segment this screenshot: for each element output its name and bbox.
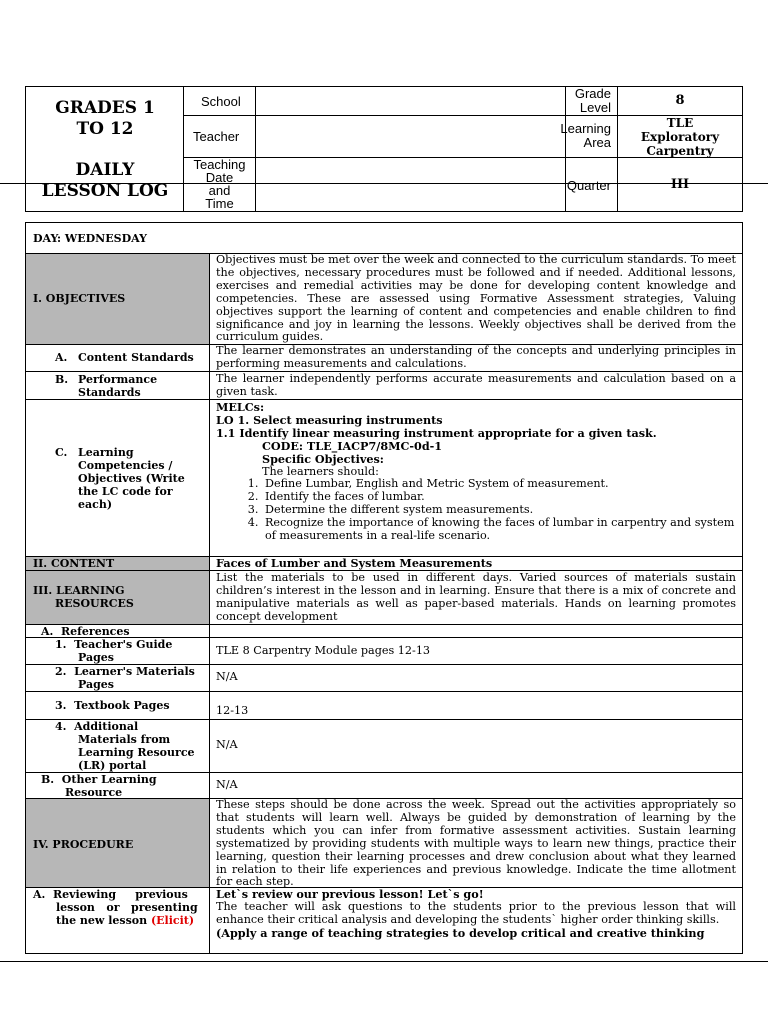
content-text: Faces of Lumber and System Measurements xyxy=(216,556,493,570)
procedure-text: These steps should be done across the week. Spread out the activities appropriately so that students will learn well. Always be guided by demonstration of learning by the students which you can infer from formative assessment activities. Sustain learning systematized by providing students with multiple ways to learn new things, practice their learning, question their learning processes and drew conclusion about what they learned in relation to their life experiences and previous knowledge. Indicate the time allotment for each step. xyxy=(216,798,736,889)
competencies-letter: C. xyxy=(55,446,68,459)
teaching-date-field[interactable] xyxy=(260,177,560,193)
grade-label-line: Grade xyxy=(574,86,611,101)
list-item: 4. Recognize the importance of knowing the faces of lumbar in carpentry and system of measurements in a real-life scenario. xyxy=(262,517,736,543)
school-label: School xyxy=(201,94,241,109)
performance-standards-text: The learner independently performs accurate measurements and calculation based on a given task. xyxy=(216,372,736,398)
area-value-line: TLE xyxy=(666,116,694,130)
reviewing-strategy: (Apply a range of teaching strategies to develop critical and creative thinking xyxy=(216,925,705,940)
learners-materials-label-line: 2. Learner's Materials xyxy=(55,665,195,678)
content-label: II. CONTENT xyxy=(33,557,115,570)
lesson-log-header xyxy=(25,86,743,212)
references-row xyxy=(26,624,742,637)
reviewing-label-text: the new lesson xyxy=(56,914,148,927)
additional-materials-label-line: Learning Resource xyxy=(78,746,195,759)
competencies-label-cell xyxy=(26,400,210,556)
content-label-cell xyxy=(26,557,210,570)
learning-resources-row xyxy=(26,570,742,624)
grade-level-value: 8 xyxy=(675,93,685,108)
lesson-log-table xyxy=(25,222,743,954)
competencies-label-line: Objectives (Write xyxy=(78,472,185,485)
objectives-row xyxy=(26,253,742,344)
teachers-guide-label-cell xyxy=(26,638,210,664)
learning-resources-label-cell xyxy=(26,571,210,624)
title-line: LESSON LOG xyxy=(41,181,169,201)
title-line: GRADES 1 xyxy=(55,98,155,118)
teachers-guide-label-line: Pages xyxy=(78,651,114,664)
date-label-line: Time xyxy=(205,196,234,211)
learning-resources-label-line: III. LEARNING xyxy=(33,584,125,597)
teachers-guide-value: TLE 8 Carpentry Module pages 12-13 xyxy=(216,644,431,657)
textbook-pages-value: 12-13 xyxy=(216,704,249,717)
teacher-field[interactable] xyxy=(260,129,560,145)
procedure-label: IV. PROCEDURE xyxy=(33,838,134,851)
date-label-line: and xyxy=(208,183,231,198)
content-row xyxy=(26,556,742,570)
textbook-pages-label: 3. Textbook Pages xyxy=(55,699,170,712)
performance-standards-label-line: Standards xyxy=(78,386,141,399)
objectives-label-cell xyxy=(26,254,210,344)
date-label-line: Date xyxy=(205,170,234,185)
learners-should: The learners should: xyxy=(262,464,379,478)
area-label-line: Area xyxy=(583,135,611,150)
competencies-row xyxy=(26,399,742,556)
procedure-row xyxy=(26,798,742,887)
lc-code: CODE: TLE_IACP7/8MC-0d-1 xyxy=(262,438,443,453)
reviewing-label-line: A. Reviewing previous xyxy=(33,888,188,901)
additional-materials-row xyxy=(26,719,742,772)
reviewing-heading: Let`s review our previous lesson! Let`s go! xyxy=(216,887,484,901)
teaching-date-label xyxy=(184,158,255,210)
title-line: TO 12 xyxy=(76,119,134,139)
reviewing-text: The teacher will ask questions to the students prior to the previous lesson that will enhance their critical analysis and developing the students` higher order thinking skills. xyxy=(216,899,736,926)
learning-area-value xyxy=(618,116,742,158)
content-standards-text: The learner demonstrates an understanding of the concepts and underlying principles in performing measurements and calculations. xyxy=(216,344,736,370)
competencies-content xyxy=(211,400,742,556)
content-standards-row xyxy=(26,344,742,371)
other-resource-label-cell xyxy=(26,773,210,798)
other-resource-label-line: B. Other Learning xyxy=(41,773,157,786)
list-item: 3. Determine the different system measurements. xyxy=(262,504,736,517)
header-title xyxy=(26,87,184,211)
other-resource-row xyxy=(26,772,742,798)
title-line: DAILY xyxy=(75,160,135,180)
other-resource-label-line: Resource xyxy=(65,786,123,799)
learners-materials-row xyxy=(26,664,742,691)
learning-resources-label-line: RESOURCES xyxy=(55,597,134,610)
learners-materials-value: N/A xyxy=(216,670,238,683)
content-standards-label-cell xyxy=(26,345,210,371)
additional-materials-label-line: Materials from xyxy=(78,733,171,746)
performance-standards-label-line: Performance xyxy=(78,373,158,386)
learners-materials-label-line: Pages xyxy=(78,678,114,691)
references-label: A. References xyxy=(41,625,130,638)
area-value-line: Exploratory xyxy=(640,130,720,144)
specific-objectives-heading: Specific Objectives: xyxy=(262,451,384,466)
procedure-label-cell xyxy=(26,799,210,887)
learning-area-label xyxy=(560,121,617,150)
page-rule-bottom xyxy=(0,961,768,962)
performance-standards-row xyxy=(26,371,742,399)
additional-materials-label-line: (LR) portal xyxy=(78,759,147,772)
grade-label-line: Level xyxy=(579,100,611,115)
textbook-pages-label-cell xyxy=(26,692,210,719)
learners-materials-label-cell xyxy=(26,665,210,691)
performance-standards-letter: B. xyxy=(55,373,69,386)
competencies-label-line: the LC code for xyxy=(78,485,173,498)
additional-materials-label-cell xyxy=(26,720,210,772)
quarter-value: III xyxy=(670,177,690,192)
date-label-line: Teaching xyxy=(193,157,246,172)
day-label: DAY: WEDNESDAY xyxy=(33,232,147,245)
identify-heading: 1.1 Identify linear measuring instrument appropriate for a given task. xyxy=(216,425,657,440)
reviewing-label-cell xyxy=(26,888,210,954)
reviewing-row xyxy=(26,887,742,954)
objectives-text: Objectives must be met over the week and connected to the curriculum standards. To meet the objectives, necessary procedures must be followed and if needed. Additional lessons, exercises and remedial activities may be done for developing content knowledge and competencies. These are assessed using Formative Assessment strategies, Valuing objectives support the learning of content and competencies and enable children to find significance and joy in learning the lessons. Weekly objectives shall be derived from the curriculum guides. xyxy=(216,253,736,344)
school-field[interactable] xyxy=(260,93,560,109)
content-standards-letter: A. xyxy=(55,351,68,364)
quarter-label: Quarter xyxy=(566,178,611,193)
area-value-line: Carpentry xyxy=(646,144,714,158)
learning-resources-text: List the materials to be used in different days. Varied sources of materials sustain children’s interest in the lesson and in learning. Ensure that there is a mix of concrete and manipulative materials as well as paper-based materials. Hands on learning promotes concept development xyxy=(216,571,736,623)
textbook-pages-row xyxy=(26,691,742,719)
performance-standards-label-cell xyxy=(26,372,210,399)
additional-materials-label-line: 4. Additional xyxy=(55,720,139,733)
header-divider xyxy=(255,87,256,211)
day-row xyxy=(26,223,742,253)
additional-materials-value: N/A xyxy=(216,738,238,751)
references-label-cell xyxy=(26,625,210,637)
grade-level-label xyxy=(566,87,617,115)
objectives-list xyxy=(242,478,736,543)
other-resource-value: N/A xyxy=(216,778,238,791)
reviewing-content xyxy=(211,888,742,954)
elicit-tag: (Elicit) xyxy=(150,914,195,927)
list-item: 2. Identify the faces of lumbar. xyxy=(262,491,736,504)
teacher-label: Teacher xyxy=(193,129,240,144)
lo-heading: LO 1. Select measuring instruments xyxy=(216,412,443,427)
area-label-line: Learning xyxy=(560,121,611,136)
list-item: 1. Define Lumbar, English and Metric System of measurement. xyxy=(262,478,736,491)
reviewing-label-line: lesson or presenting xyxy=(56,901,198,914)
reviewing-label-line xyxy=(56,914,194,927)
competencies-label-line: Learning xyxy=(78,446,134,459)
competencies-label-line: each) xyxy=(78,498,113,511)
melcs-heading: MELCs: xyxy=(216,400,265,414)
competencies-label-line: Competencies / xyxy=(78,459,173,472)
teachers-guide-label-line: 1. Teacher's Guide xyxy=(55,638,173,651)
teachers-guide-row xyxy=(26,637,742,664)
objectives-label: I. OBJECTIVES xyxy=(33,292,126,305)
content-standards-label: Content Standards xyxy=(78,351,194,364)
